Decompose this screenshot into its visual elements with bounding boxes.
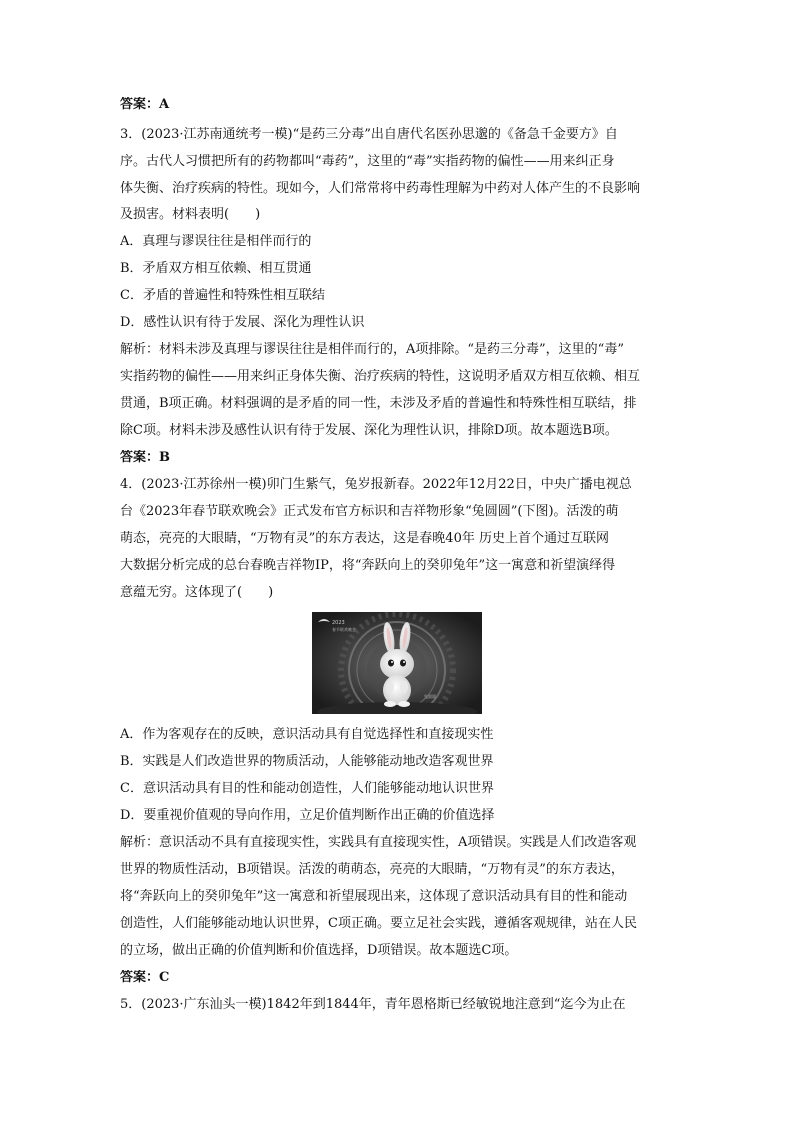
- figure-logo-subtitle: 春节联欢晚会: [332, 627, 356, 632]
- q4-option-b: B．实践是人们改造世界的物质活动，人能够能动地改造客观世界: [120, 754, 494, 769]
- q4-analysis-line-3: 将“奔跃向上的癸卯兔年”这一寓意和祈望展现出来，这体现了意识活动具有目的性和能动: [120, 889, 628, 904]
- q4-stem-line-3: 萌态，亮亮的大眼睛，“万物有灵”的东方表达，这是春晚40年 历史上首个通过互联网: [120, 531, 609, 546]
- answer-q3: 答案：B: [120, 450, 170, 465]
- q4-option-c: C．意识活动具有目的性和能动创造性，人们能够能动地认识世界: [120, 781, 494, 796]
- answer-q2: 答案：A: [120, 97, 170, 112]
- q5-stem-line-1: 5．(2023·广东汕头一模)1842年到1844年，青年恩格斯已经敏锐地注意到“迄今为止在: [120, 997, 626, 1012]
- figure-logo-year: 2023: [332, 620, 345, 626]
- q4-analysis-line-5: 的立场，做出正确的价值判断和价值选择，D项错误。故本题选C项。: [120, 943, 518, 958]
- q4-option-d: D．要重视价值观的导向作用，立足价值判断作出正确的价值选择: [120, 808, 495, 823]
- q4-stem-line-5: 意蕴无穷。这体现了( ): [120, 585, 274, 600]
- q3-analysis-line-2: 实指药物的偏性——用来纠正身体失衡、治疗疾病的特性，这说明矛盾双方相互依赖、相互: [120, 369, 641, 384]
- q3-stem-line-3: 体失衡、治疗疾病的特性。现如今，人们常常将中药毒性理解为中药对人体产生的不良影响: [120, 181, 641, 196]
- q3-option-b: B．矛盾双方相互依赖、相互贯通: [120, 261, 312, 276]
- q3-stem-line-2: 序。古代人习惯把所有的药物都叫“毒药”，这里的“毒”实指药物的偏性——用来纠正身: [120, 154, 615, 169]
- q3-stem-line-1: 3．(2023·江苏南通统考一模)“是药三分毒”出自唐代名医孙思邈的《备急千金要方》自: [120, 127, 618, 142]
- q3-analysis-line-4: 除C项。材料未涉及感性认识有待于发展、深化为理性认识，排除D项。故本题选B项。: [120, 423, 618, 438]
- q4-analysis-line-1: 解析：意识活动不具有直接现实性，实践具有直接现实性，A项错误。实践是人们改造客观: [120, 835, 637, 850]
- q3-analysis-line-3: 贯通，B项正确。材料强调的是矛盾的同一性，未涉及矛盾的普遍性和特殊性相互联结，排: [120, 396, 637, 411]
- answer-q4: 答案：C: [120, 970, 170, 985]
- q4-analysis-line-2: 世界的物质性活动，B项错误。活泼的萌萌态，亮亮的大眼睛，“万物有灵”的东方表达，: [120, 862, 624, 877]
- q3-stem-line-4: 及损害。材料表明( ): [120, 207, 261, 222]
- q3-option-d: D．感性认识有待于发展、深化为理性认识: [120, 315, 365, 330]
- q4-analysis-line-4: 创造性，人们能够能动地认识世界，C项正确。要立足社会实践，遵循客观规律，站在人民: [120, 916, 637, 931]
- q4-stem-line-4: 大数据分析完成的总台春晚吉祥物IP，将“奔跃向上的癸卯兔年”这一寓意和祈望演绎得: [120, 558, 616, 573]
- q3-option-a: A．真理与谬误往往是相伴而行的: [120, 234, 312, 249]
- q3-analysis-line-1: 解析：材料未涉及真理与谬误往往是相伴而行的，A项排除。“是药三分毒”，这里的“毒”: [120, 342, 624, 357]
- q3-option-c: C．矛盾的普遍性和特殊性相互联结: [120, 288, 325, 303]
- q4-stem-line-1: 4．(2023·江苏徐州一模)卯门生紫气，兔岁报新春。2022年12月22日，中央广播电视总: [120, 477, 632, 492]
- mascot-figure-image: [312, 612, 482, 714]
- q4-option-a: A．作为客观存在的反映，意识活动具有自觉选择性和直接现实性: [120, 727, 494, 742]
- figure-caption: 兔圆圆: [424, 694, 436, 699]
- q4-stem-line-2: 台《2023年春节联欢晚会》正式发布官方标识和吉祥物形象“兔圆圆”(下图)。活泼的萌: [120, 504, 619, 519]
